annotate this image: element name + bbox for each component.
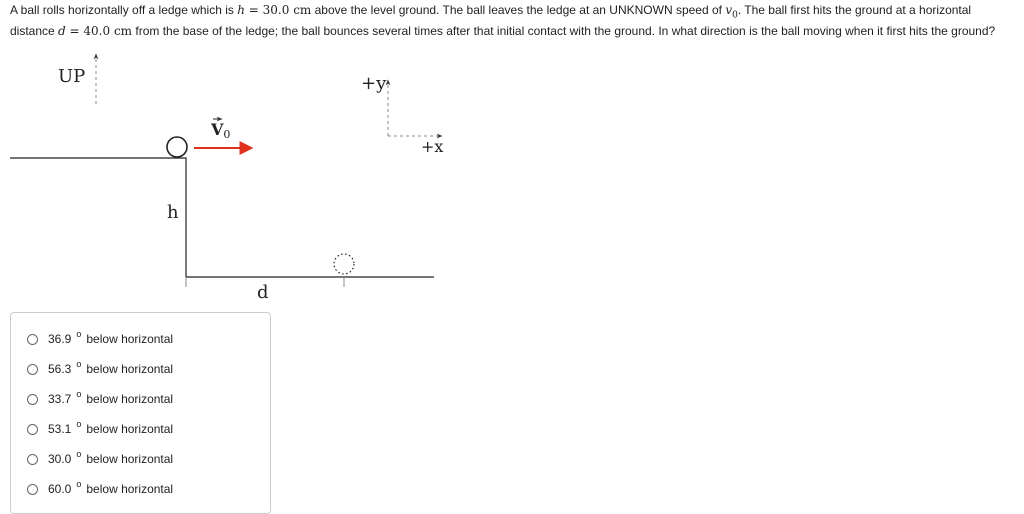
choice-suffix: below horizontal	[86, 482, 174, 496]
radio-button[interactable]	[27, 454, 38, 465]
choice-value: 36.9	[48, 332, 72, 346]
ledge-outline	[10, 158, 186, 277]
radio-button[interactable]	[27, 484, 38, 495]
h-symbol: h	[237, 3, 245, 17]
choice-4[interactable]	[27, 419, 173, 439]
question-part: from the base of the ledge; the ball bounces several times after that initial contact with the ground. In what direction is the ball moving when it first hits the ground?	[132, 24, 996, 39]
choice-value: 33.7	[48, 392, 72, 406]
h-label: h	[167, 202, 179, 223]
projectile-diagram	[0, 40, 460, 305]
question-text	[10, 2, 1015, 39]
d-symbol: d	[58, 24, 66, 39]
degree-symbol: o	[76, 329, 82, 339]
question-part: A ball rolls horizontally off a ledge which is	[10, 3, 238, 17]
choice-value: 60.0	[48, 482, 72, 496]
radio-button[interactable]	[27, 424, 38, 435]
d-value: = 40.0	[65, 24, 114, 39]
question-part: . The ball first hits the ground at a horizontal distance	[10, 3, 972, 39]
x-axis-label: +x	[421, 137, 444, 156]
choice-value: 53.1	[48, 422, 72, 436]
degree-symbol: o	[76, 389, 82, 399]
d-label: d	[257, 282, 269, 303]
choice-suffix: below horizontal	[86, 362, 174, 376]
h-value: = 30.0	[244, 3, 294, 17]
degree-symbol: o	[76, 359, 82, 369]
choice-suffix: below horizontal	[86, 422, 174, 436]
choice-6[interactable]	[27, 479, 173, 499]
ball-landing	[334, 254, 354, 274]
question-part: above the level ground. The ball leaves the ledge at an UNKNOWN speed of	[311, 3, 726, 17]
degree-symbol: o	[76, 449, 82, 459]
radio-button[interactable]	[27, 394, 38, 405]
answer-choices	[10, 312, 271, 514]
v0-subscript: 0	[732, 10, 738, 21]
up-label: UP	[58, 66, 86, 87]
choice-1[interactable]	[27, 329, 173, 349]
degree-symbol: o	[76, 419, 82, 429]
h-unit: cm	[293, 3, 312, 17]
choice-value: 56.3	[48, 362, 72, 376]
ball-on-ledge	[167, 137, 187, 157]
choice-suffix: below horizontal	[86, 332, 174, 346]
choice-2[interactable]	[27, 359, 173, 379]
degree-symbol: o	[76, 479, 82, 489]
d-unit: cm	[113, 24, 133, 39]
v0-symbol: v	[725, 3, 733, 17]
choice-suffix: below horizontal	[86, 452, 174, 466]
y-axis-label: +y	[361, 73, 387, 94]
v0-label: V0	[211, 120, 231, 141]
choice-suffix: below horizontal	[86, 392, 174, 406]
choice-5[interactable]	[27, 449, 173, 469]
choice-3[interactable]	[27, 389, 173, 409]
choice-value: 30.0	[48, 452, 72, 466]
radio-button[interactable]	[27, 334, 38, 345]
radio-button[interactable]	[27, 364, 38, 375]
